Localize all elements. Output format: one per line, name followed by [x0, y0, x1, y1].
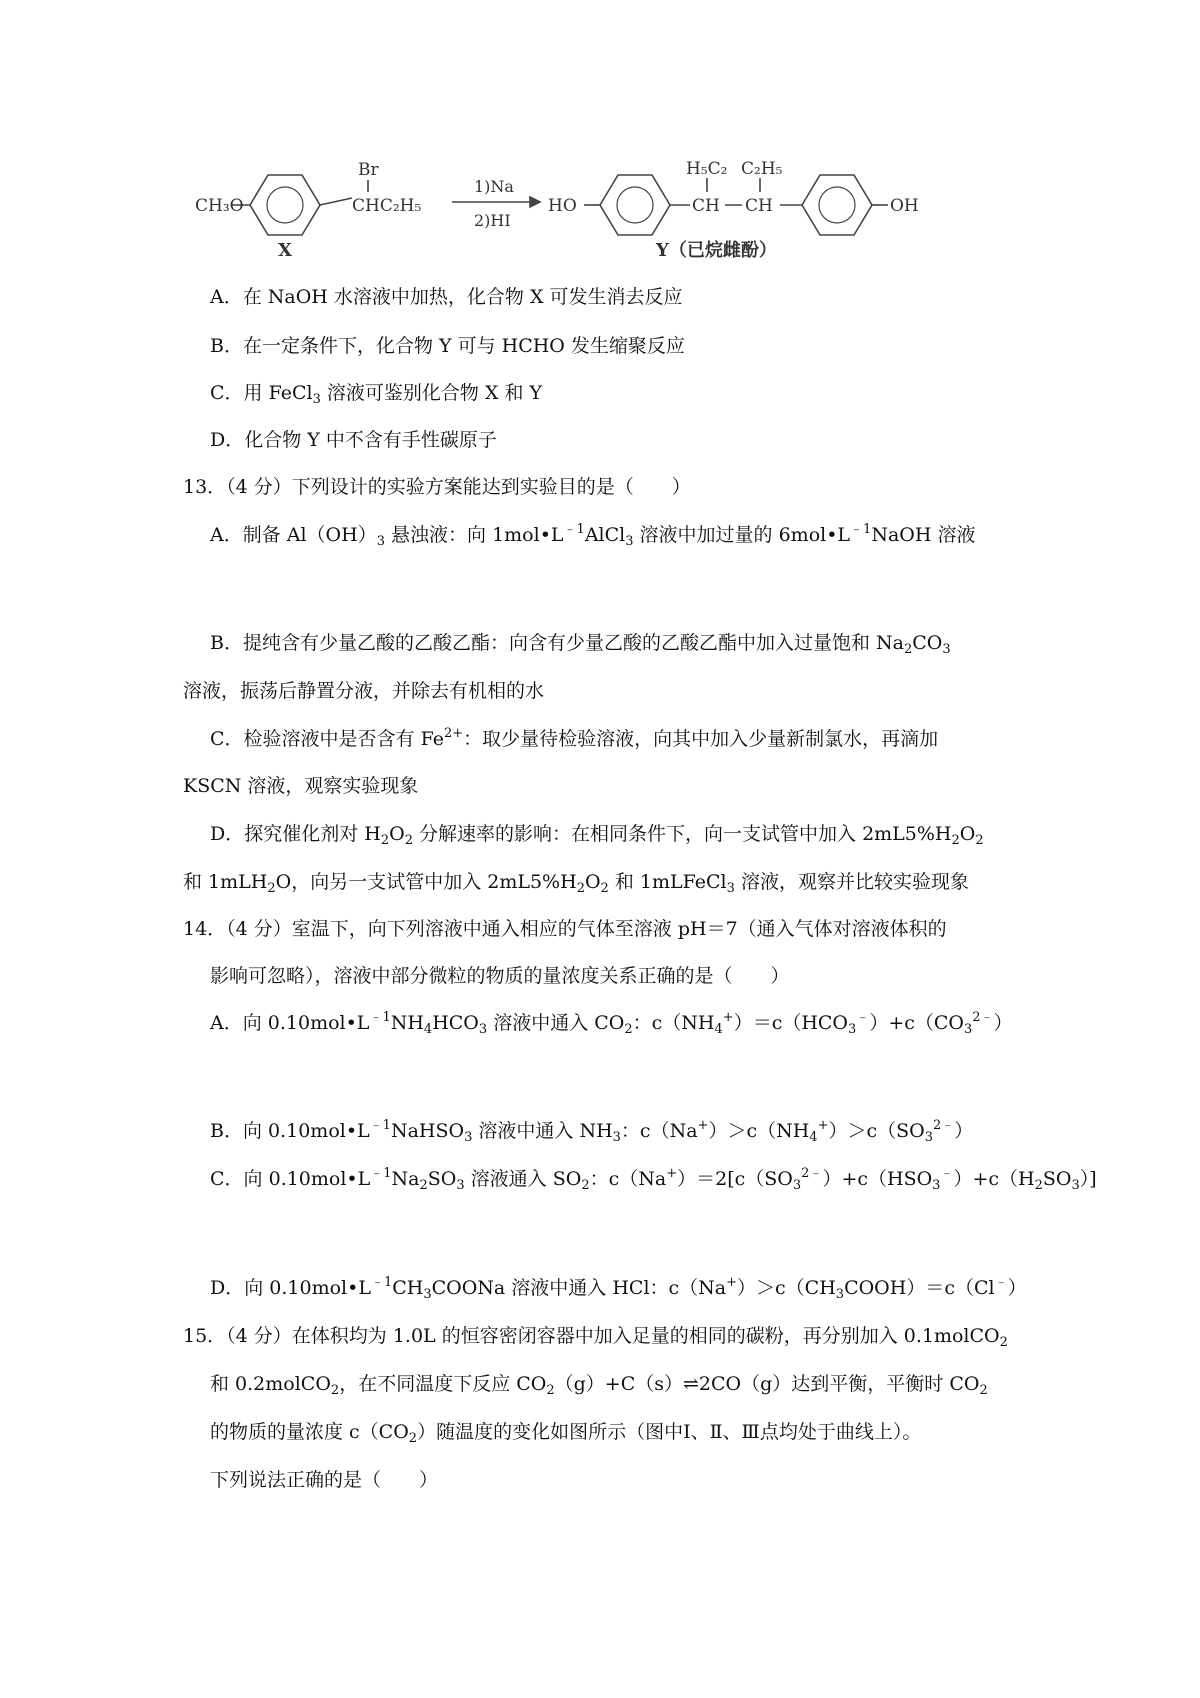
q14-stem-line1: 14．（4 分）室温下，向下列溶液中通入相应的气体至溶液 pH＝7（通入气体对溶液体积的	[183, 918, 947, 940]
compound-x-label: X	[278, 240, 292, 261]
q14-option-d: D．向 $0.10mol•L^{﹣1}CH_3COONa$ 溶液中通入 HCl：$c(Na^+)>c(CH_3COOH)=c(Cl^﹣)$	[210, 1275, 1027, 1302]
benzene-ring-y-left	[600, 175, 670, 235]
y-ch2-label: CH	[745, 196, 773, 216]
q13-stem: 13．（4 分）下列设计的实验方案能达到实验目的是（ ）	[183, 476, 691, 498]
q15-stem-line3: 的物质的量浓度 $c(CO_2)$随温度的变化如图所示（图中Ⅰ、Ⅱ、Ⅲ点均处于曲线上）。	[210, 1421, 922, 1446]
q15-stem-line2: 和 0.2molCO$_2$，在不同温度下反应 $CO_2(g)+C(s)\rightleftharpoons 2CO(g)$达到平衡，平衡时 $CO_2$	[210, 1373, 988, 1398]
q13-option-d-line1: D．探究催化剂对 $H_2O_2$ 分解速率的影响：在相同条件下，向一支试管中加入 $2mL5\%H_2O_2$	[210, 823, 984, 848]
q12-option-b: B．在一定条件下，化合物 Y 可与 HCHO 发生缩聚反应	[210, 335, 685, 357]
x-methoxy-label: CH₃O	[195, 196, 244, 216]
reagent-2-label: 2)HI	[474, 211, 511, 230]
benzene-ring-y-right	[802, 175, 872, 235]
q13-option-b-line2: 溶液，振荡后静置分液，并除去有机相的水	[183, 680, 545, 702]
q14-option-b: B．向 $0.10mol•L^{﹣1}NaHSO_3$ 溶液中通入 $NH_3$：$c(Na^+)>c(NH_4^+)>c(SO_3^{2﹣})$	[210, 1118, 974, 1145]
q15-stem-line4: 下列说法正确的是（ ）	[210, 1469, 439, 1491]
q14-option-a: A．向 $0.10mol•L^{﹣1}NH_4HCO_3$ 溶液中通入 $CO_2$：$c(NH_4^+)=c(HCO_3^﹣)+c(CO_3^{2﹣})$	[210, 1010, 1013, 1037]
x-bromo-label: Br	[358, 160, 379, 180]
q13-option-c-line1: C．检验溶液中是否含有 $Fe^{2+}$：取少量待检验溶液，向其中加入少量新制氯水，再滴加	[210, 726, 939, 750]
q15-stem-line1: 15．（4 分）在体积均为 1.0L 的恒容密闭容器中加入足量的相同的碳粉，再分别加入 0.1molCO$_2$	[183, 1325, 1008, 1350]
q12-option-d: D．化合物 Y 中不含有手性碳原子	[210, 429, 497, 451]
y-sub2-label: C₂H₅	[741, 159, 783, 179]
y-ch1-label: CH	[692, 196, 720, 216]
y-ho-label: HO	[548, 196, 577, 216]
q12-option-c: C．用 FeCl$_3$ 溶液可鉴别化合物 X 和 Y	[210, 382, 543, 407]
q12-option-a: A．在 NaOH 水溶液中加热，化合物 X 可发生消去反应	[210, 286, 683, 308]
q13-option-c-line2: KSCN 溶液，观察实验现象	[183, 775, 419, 797]
q14-option-c: C．向 $0.10mol•L^{﹣1}Na_2SO_3$ 溶液通入 $SO_2$：$c(Na^+)=2[c(SO_3^{2﹣})+c(HSO_3^﹣)+c(H_2SO_3)]$	[210, 1166, 1097, 1193]
q13-option-a: A．制备 $Al(OH)_3$ 悬浊液：向 $1mol•L^{﹣1}AlCl_3$ 溶液中加过量的 $6mol•L^{﹣1}NaOH$ 溶液	[210, 522, 976, 549]
q14-stem-line2: 影响可忽略），溶液中部分微粒的物质的量浓度关系正确的是（ ）	[210, 965, 790, 987]
y-oh-label: OH	[890, 196, 919, 216]
compound-y-label: Y（已烷雌酚）	[656, 240, 777, 261]
reagent-1-label: 1)Na	[474, 177, 514, 196]
benzene-ring-x	[250, 175, 320, 235]
y-sub1-label: H₅C₂	[686, 159, 728, 179]
x-chain-label: CHC₂H₅	[352, 196, 422, 216]
q13-option-b-line1: B．提纯含有少量乙酸的乙酸乙酯：向含有少量乙酸的乙酸乙酯中加入过量饱和 $Na_2CO_3$	[210, 632, 951, 657]
reaction-scheme	[0, 0, 1200, 270]
q13-option-d-line2: 和 1mLH$_2$O，向另一支试管中加入 $2mL5\%H_2O_2$ 和 1mLFeCl$_3$ 溶液，观察并比较实验现象	[183, 871, 969, 896]
